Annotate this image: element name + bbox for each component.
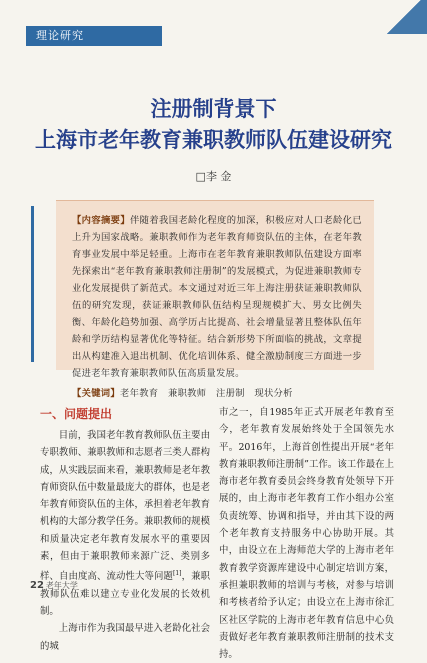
keywords-label: 【关键词】 [72,388,120,399]
paragraph-text: ，兼职教师队伍难以建立专业化发展的长效机制。 [40,571,210,618]
paragraph: 市之一，自1985年正式开展老年教育至今，老年教育发展始终处于全国领先水平。2016年，上海首创性提出开展“老年教育兼职教师注册制”工作。该工作最在上海市老年教育委员会终身教育处领导下开展的，由上海市老年教育工作小组办公室负责统筹、协调和指导，并由其下设的两个老年教育支持服务中心协助开展。其中，由设立在上海师范大学的上海市老年教育教学资源库建设中心制定培训方案，承担兼职教师的培训与考核，对参与培训和考核者给予认定；由设立在上海市徐汇区社区学院的上海市老年教育信息中心负责做好老年教育兼职教师注册制的技术支持。 [219,407,394,661]
section-tab: 理论研究 [26,26,162,46]
abstract-box [56,200,374,399]
abstract-label: 【内容摘要】 [72,215,131,226]
footnote-ref: [1] [172,570,182,578]
page-number: 22 [30,580,44,591]
title-line-2: 上海市老年教育兼职教师队伍建设研究 [35,128,392,152]
section-heading: 一、问题提出 [40,407,113,421]
author: □李 金 [195,170,232,183]
side-bar-decoration [31,206,34,362]
paragraph [40,427,210,620]
journal-name: 老年大学 [45,581,78,590]
page-footer [30,580,78,591]
keywords [72,385,362,402]
title-line-1: 注册制背景下 [150,97,277,121]
right-column [219,404,394,663]
abstract-text: 伴随着我国老龄化程度的加深，积极应对人口老龄化已上升为国家战略。兼职教师作为老年教育师资队伍的主体，在老年教育事业发展中举足轻重。上海市在老年教育兼职教师队伍建设方面率先探索出“老年教育兼职教师注册制”的发展模式，为促进兼职教师专业化发展提供了新范式。本文通过对近三年上海注册获证兼职教师队伍的研究发现，获证兼职教师队伍结构呈现规模扩大、男女比例失衡、年龄化趋势加强、高学历占比提高、社会增量显著且整体队伍年龄和学历结构显著优化等特征。结合新形势下所面临的挑战，文章提出从构建准入退出机制、优化培训体系、健全激励制度三方面进一步促进老年教育兼职教师队伍高质量发展。 [72,215,362,379]
paragraph-text: 目前，我国老年教育教师队伍主要由专职教师、兼职教师和志愿者三类人群构成，从实践层面来看，兼职教师是老年教育师资队伍中数量最庞大的群体，也是老年教育师资队伍的主体，承担着老年教育机构的大部分教学任务。兼职教师的规模和质量决定老年教育发展水平的重要因素，但由于兼职教师来源广泛、类别多样、自由度高、流动性大等问题 [40,430,210,583]
paragraph: 上海市作为我国最早进入老龄化社会的城 [40,623,210,652]
keywords-text: 老年教育 兼职教师 注册制 现状分析 [120,388,293,399]
corner-decoration [381,0,427,34]
